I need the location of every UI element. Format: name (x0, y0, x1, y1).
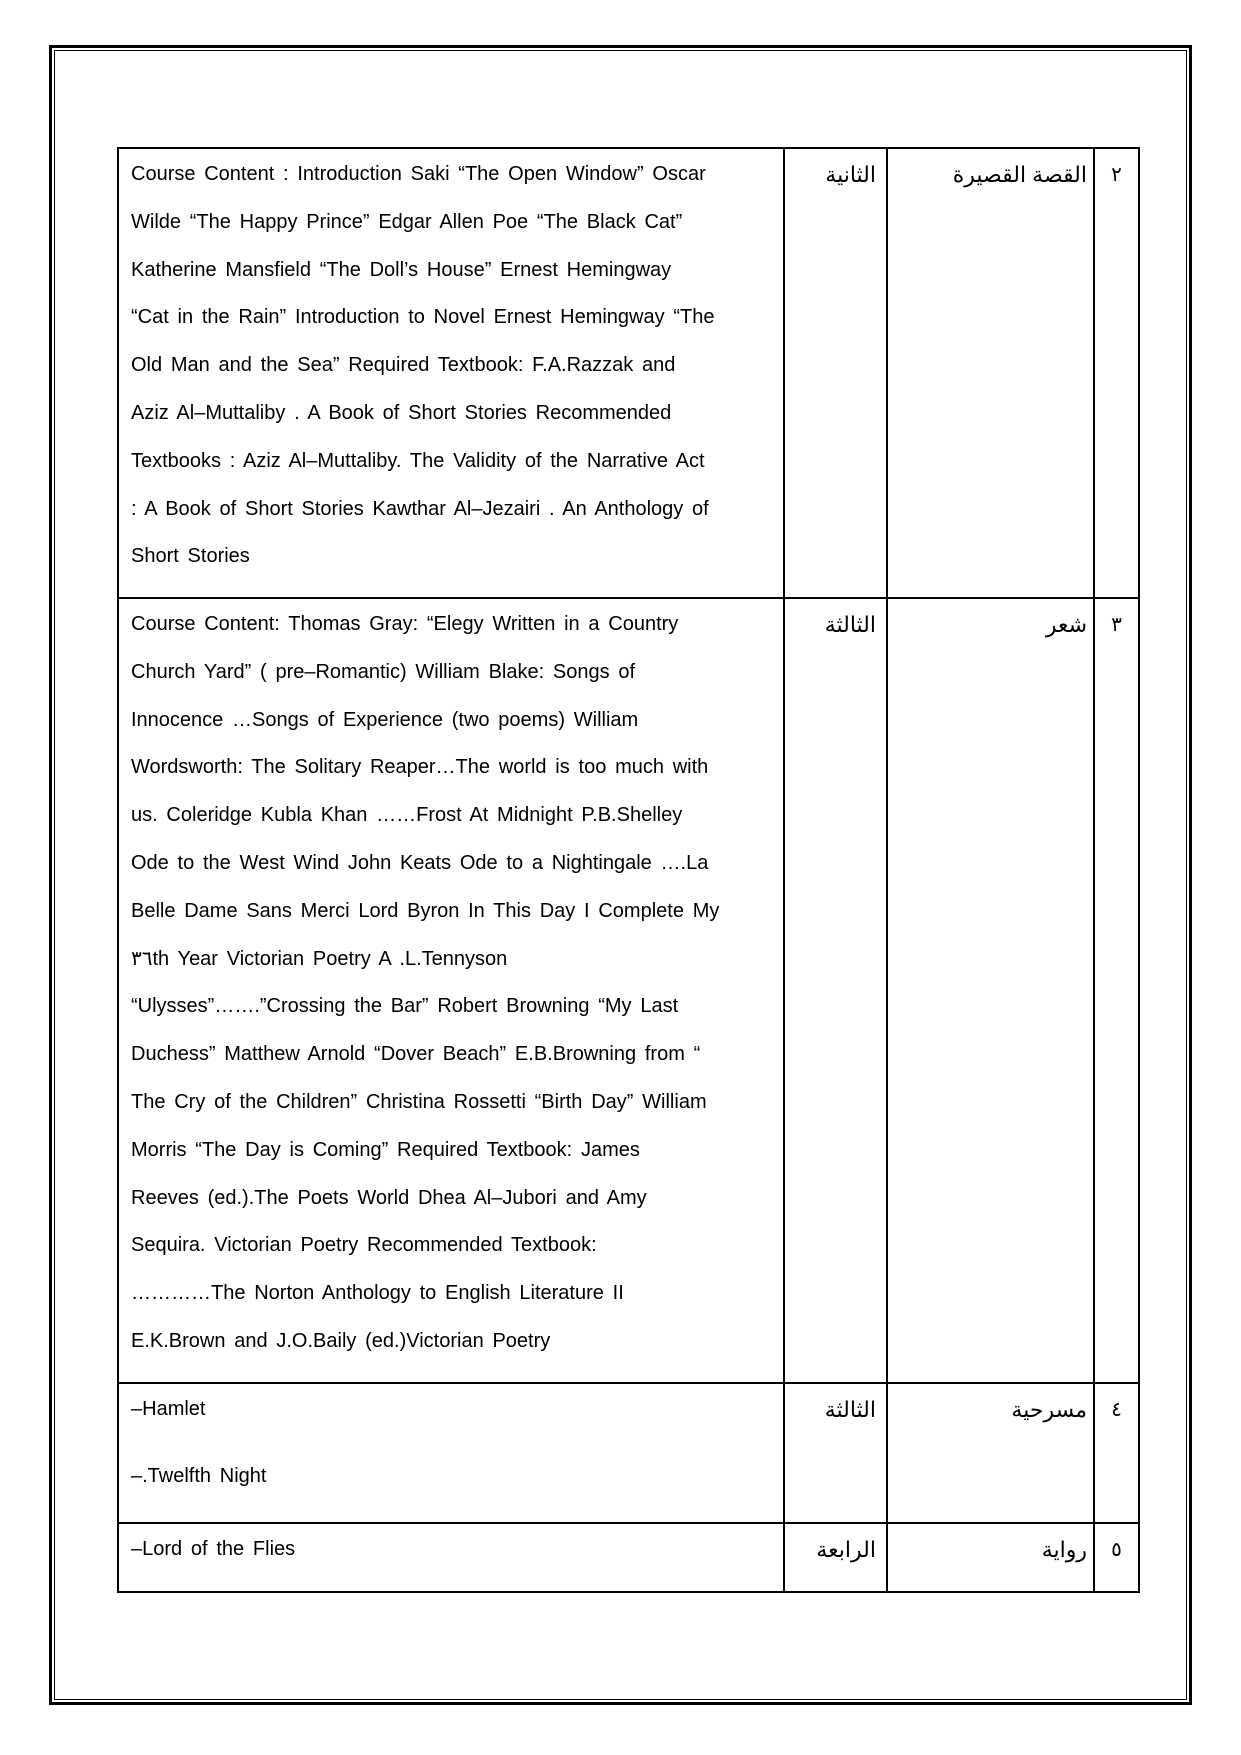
content-line: Belle Dame Sans Merci Lord Byron In This Day I Complete My (131, 899, 720, 922)
content-line: Wordsworth: The Solitary Reaper…The world is too much with (131, 756, 709, 779)
stage-cell: الثالثة (784, 1383, 887, 1523)
course-name-cell: مسرحية (887, 1383, 1094, 1523)
table-row (118, 598, 1139, 1383)
content-line: “Ulysses”…….”Crossing the Bar” Robert Browning “My Last (131, 995, 679, 1018)
course-content-cell (118, 1523, 784, 1592)
content-line: The Cry of the Children” Christina Rossetti “Birth Day” William (131, 1090, 707, 1113)
content-line: : A Book of Short Stories Kawthar Al–Jezairi . An Anthology of (131, 497, 709, 520)
content-line: Course Content: Thomas Gray: “Elegy Written in a Country (131, 613, 679, 635)
stage-cell: الثالثة (784, 598, 887, 1383)
table-row (118, 1383, 1139, 1523)
stage-cell: الرابعة (784, 1523, 887, 1592)
stage-cell: الثانية (784, 148, 887, 598)
content-line: Katherine Mansfield “The Doll’s House” Ernest Hemingway (131, 258, 672, 281)
content-line: Sequira. Victorian Poetry Recommended Textbook: (131, 1234, 597, 1257)
content-line: Morris “The Day is Coming” Required Textbook: James (131, 1138, 640, 1161)
content-line: …………The Norton Anthology to English Literature II (131, 1282, 624, 1305)
content-line: –Hamlet (131, 1398, 206, 1420)
table-row (118, 1523, 1139, 1592)
row-number-cell: ٤ (1094, 1383, 1139, 1523)
content-line: –Lord of the Flies (131, 1538, 296, 1560)
course-content-cell (118, 1383, 784, 1523)
content-line: Textbooks : Aziz Al–Muttaliby. The Validity of the Narrative Act (131, 449, 705, 472)
content-line: us. Coleridge Kubla Khan ……Frost At Midnight P.B.Shelley (131, 804, 683, 827)
content-line: Course Content : Introduction Saki “The Open Window” Oscar (131, 163, 706, 185)
content-line: Wilde “The Happy Prince” Edgar Allen Poe “The Black Cat” (131, 210, 683, 233)
course-content-cell (118, 598, 784, 1383)
course-name-cell: رواية (887, 1523, 1094, 1592)
content-line: Short Stories (131, 545, 250, 568)
row-number-cell: ٥ (1094, 1523, 1139, 1592)
content-line: ٣٦th Year Victorian Poetry A .L.Tennyson (131, 947, 508, 970)
content-line: Duchess” Matthew Arnold “Dover Beach” E.B.Browning from “ (131, 1043, 701, 1066)
content-line: Old Man and the Sea” Required Textbook: F.A.Razzak and (131, 354, 676, 377)
course-name-cell: القصة القصيرة (887, 148, 1094, 598)
row-number-cell: ٢ (1094, 148, 1139, 598)
content-line: Church Yard” ( pre–Romantic) William Blake: Songs of (131, 660, 636, 683)
content-line: E.K.Brown and J.O.Baily (ed.)Victorian Poetry (131, 1329, 551, 1352)
content-line: –.Twelfth Night (131, 1464, 267, 1487)
course-name-cell: شعر (887, 598, 1094, 1383)
content-line: Ode to the West Wind John Keats Ode to a Nightingale ….La (131, 851, 709, 874)
table-row (118, 148, 1139, 598)
content-line: Aziz Al–Muttaliby . A Book of Short Stories Recommended (131, 401, 672, 424)
content-line: “Cat in the Rain” Introduction to Novel Ernest Hemingway “The (131, 306, 715, 329)
course-table (117, 147, 1140, 1593)
course-content-cell (118, 148, 784, 598)
row-number-cell: ٣ (1094, 598, 1139, 1383)
content-line: Reeves (ed.).The Poets World Dhea Al–Jubori and Amy (131, 1186, 647, 1209)
content-line: Innocence …Songs of Experience (two poems) William (131, 708, 639, 731)
